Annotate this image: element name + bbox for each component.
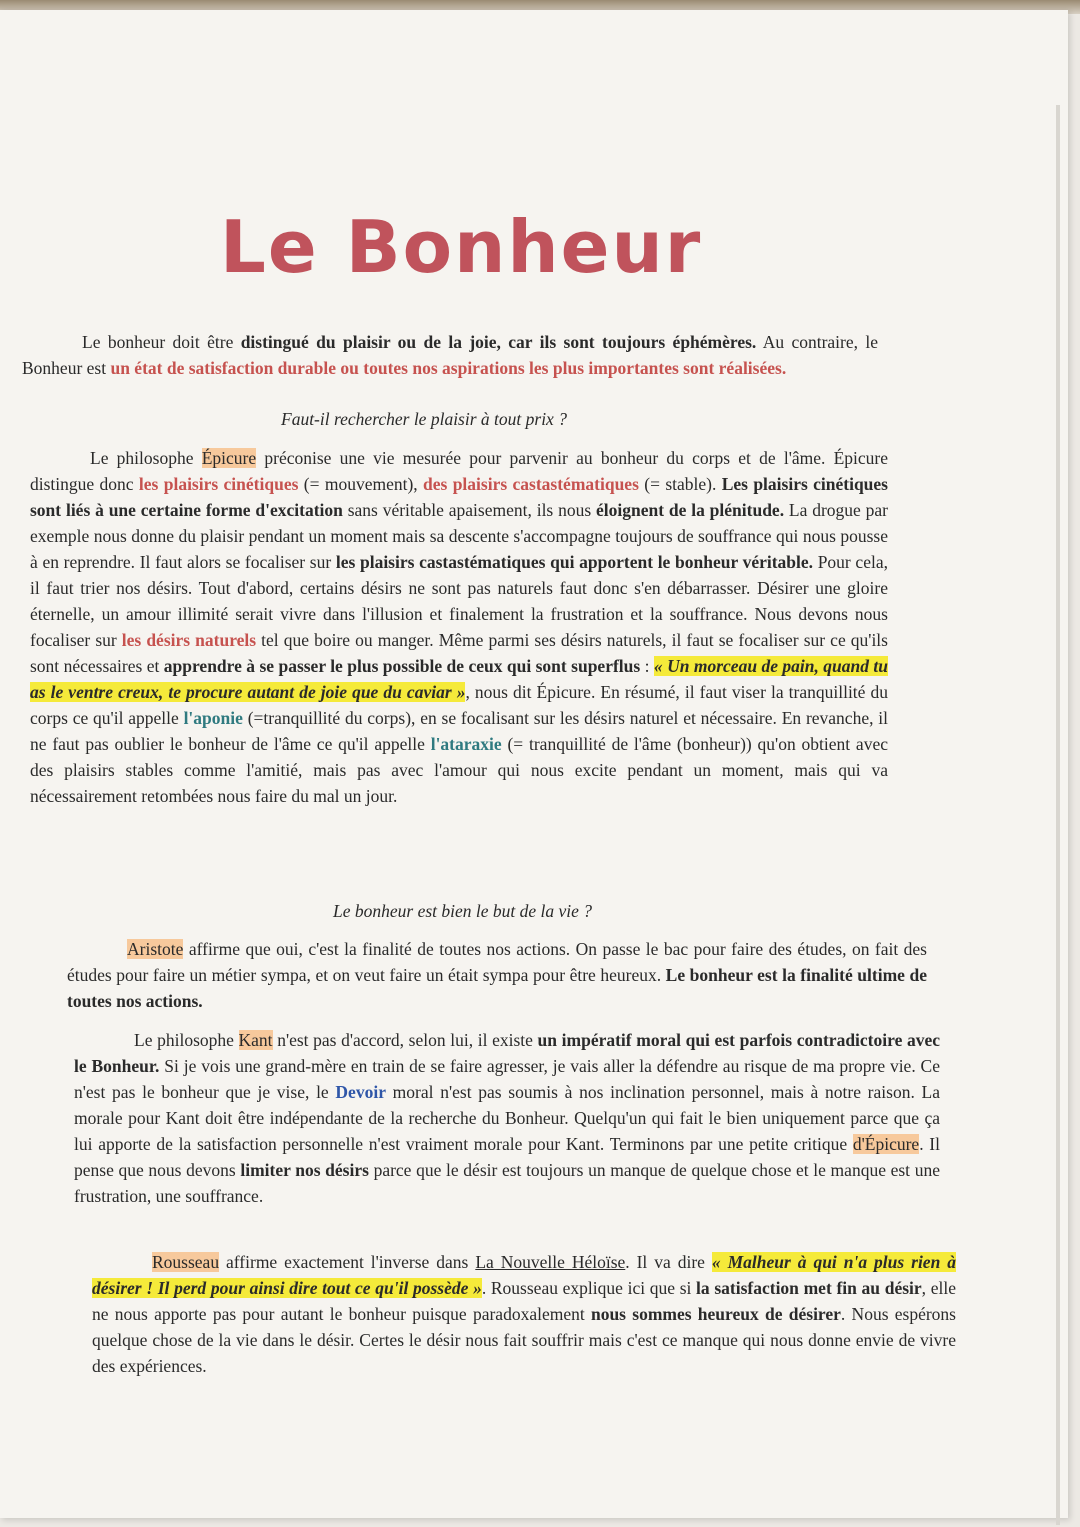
quote-rousseau: « Malheur à qui n'a plus rien à désirer ! Il perd pour ainsi dire tout ce qu'il possède » xyxy=(92,1252,957,1298)
page-stack-edge xyxy=(1056,105,1060,1525)
question-plaisir: Faut-il rechercher le plaisir à tout prix ? xyxy=(281,409,567,429)
quote-epicure: « Un morceau de pain, quand tu as le ventre creux, te procure autant de joie que du caviar » xyxy=(30,656,889,702)
intro-paragraph: Le bonheur doit être distingué du plaisir ou de la joie, car ils sont toujours éphémères. Au contraire, le Bonheur est un état de satisfaction durable ou toutes nos aspirations les plus importantes sont réalisées. xyxy=(22,332,878,378)
page-title: Le Bonheur xyxy=(220,205,703,289)
aristote-paragraph: Aristote affirme que oui, c'est la finalité de toutes nos actions. On passe le bac pour faire des études, on fait des études pour faire un métier sympa, et on veut faire un était sympa pour être heureux. Le bonheur est la finalité ultime de toutes nos actions. xyxy=(67,939,927,1011)
highlight-kant: Kant xyxy=(238,1030,273,1050)
highlight-aristote: Aristote xyxy=(127,939,184,959)
highlight-epicure-critique: d'Épicure xyxy=(852,1134,920,1154)
epicure-paragraph: Le philosophe Épicure préconise une vie mesurée pour parvenir au bonheur du corps et de l'âme. Épicure distingue donc les plaisirs cinétiques (= mouvement), des plaisirs castastématiques (= stable). Les plaisirs cinétiques sont liés à une certaine forme d'excitation sans véritable apaisement, ils nous éloignent de la plénitude. La drogue par exemple nous donne du plaisir pendant un moment mais sa descente s'accompagne toujours de souffrance qui nous pousse à en reprendre. Il faut alors se focaliser sur les plaisirs castastématiques qui apportent le bonheur véritable. Pour cela, il faut trier nos désirs. Tout d'abord, certains désirs ne sont pas naturels faut donc s'en débarrasser. Désirer une gloire éternelle, un amour illimité serait vivre dans l'illusion et finalement la frustration et la souffrance. Nous devons nous focaliser sur les désirs naturels tel que boire ou manger. Même parmi ses désirs naturels, il faut se focaliser sur ce qu'ils sont nécessaires et apprendre à se passer le plus possible de ceux qui sont superflus : « Un morceau de pain, quand tu as le ventre creux, te procure autant de joie que du caviar », nous dit Épicure. En résumé, il faut viser la tranquillité du corps ce qu'il appelle l'aponie (=tranquillité du corps), en se focalisant sur les désirs naturel et nécessaire. En revanche, il ne faut pas oublier le bonheur de l'âme ce qu'il appelle l'ataraxie (= tranquillité de l'âme (bonheur)) qu'on obtient avec des plaisirs stables comme l'amitié, mais pas avec l'amour qui nous excite pendant un moment, mais qui va nécessairement retombées nous faire du mal un jour. xyxy=(30,448,889,806)
question-but-vie: Le bonheur est bien le but de la vie ? xyxy=(333,901,593,921)
highlight-epicure: Épicure xyxy=(201,448,257,468)
kant-paragraph: Le philosophe Kant n'est pas d'accord, selon lui, il existe un impératif moral qui est parfois contradictoire avec le Bonheur. Si je vois une grand-mère en train de se faire agresser, je vais aller la défendre au risque de ma propre vie. Ce n'est pas le bonheur que je vise, le Devoir moral n'est pas soumis à nos inclination personnel, mais à notre raison. La morale pour Kant doit être indépendante de la recherche du Bonheur. Quelqu'un qui fait le bien uniquement parce que ça lui apporte de la satisfaction personnelle n'est vraiment morale pour Kant. Terminons par une petite critique d'Épicure. Il pense que nous devons limiter nos désirs parce que le désir est toujours un manque de quelque chose et le manque est une frustration, une souffrance. xyxy=(74,1030,941,1206)
rousseau-paragraph: Rousseau affirme exactement l'inverse dans La Nouvelle Héloïse. Il va dire « Malheur à qui n'a plus rien à désirer ! Il perd pour ainsi dire tout ce qu'il possède ». Rousseau explique ici que si la satisfaction met fin au désir, elle ne nous apporte pas pour autant le bonheur puisque paradoxalement nous sommes heureux de désirer. Nous espérons quelque chose de la vie dans le désir. Certes le désir nous fait souffrir mais c'est ce manque qui nous donne envie de vivre des expériences. xyxy=(92,1252,957,1376)
highlight-rousseau: Rousseau xyxy=(152,1252,220,1272)
